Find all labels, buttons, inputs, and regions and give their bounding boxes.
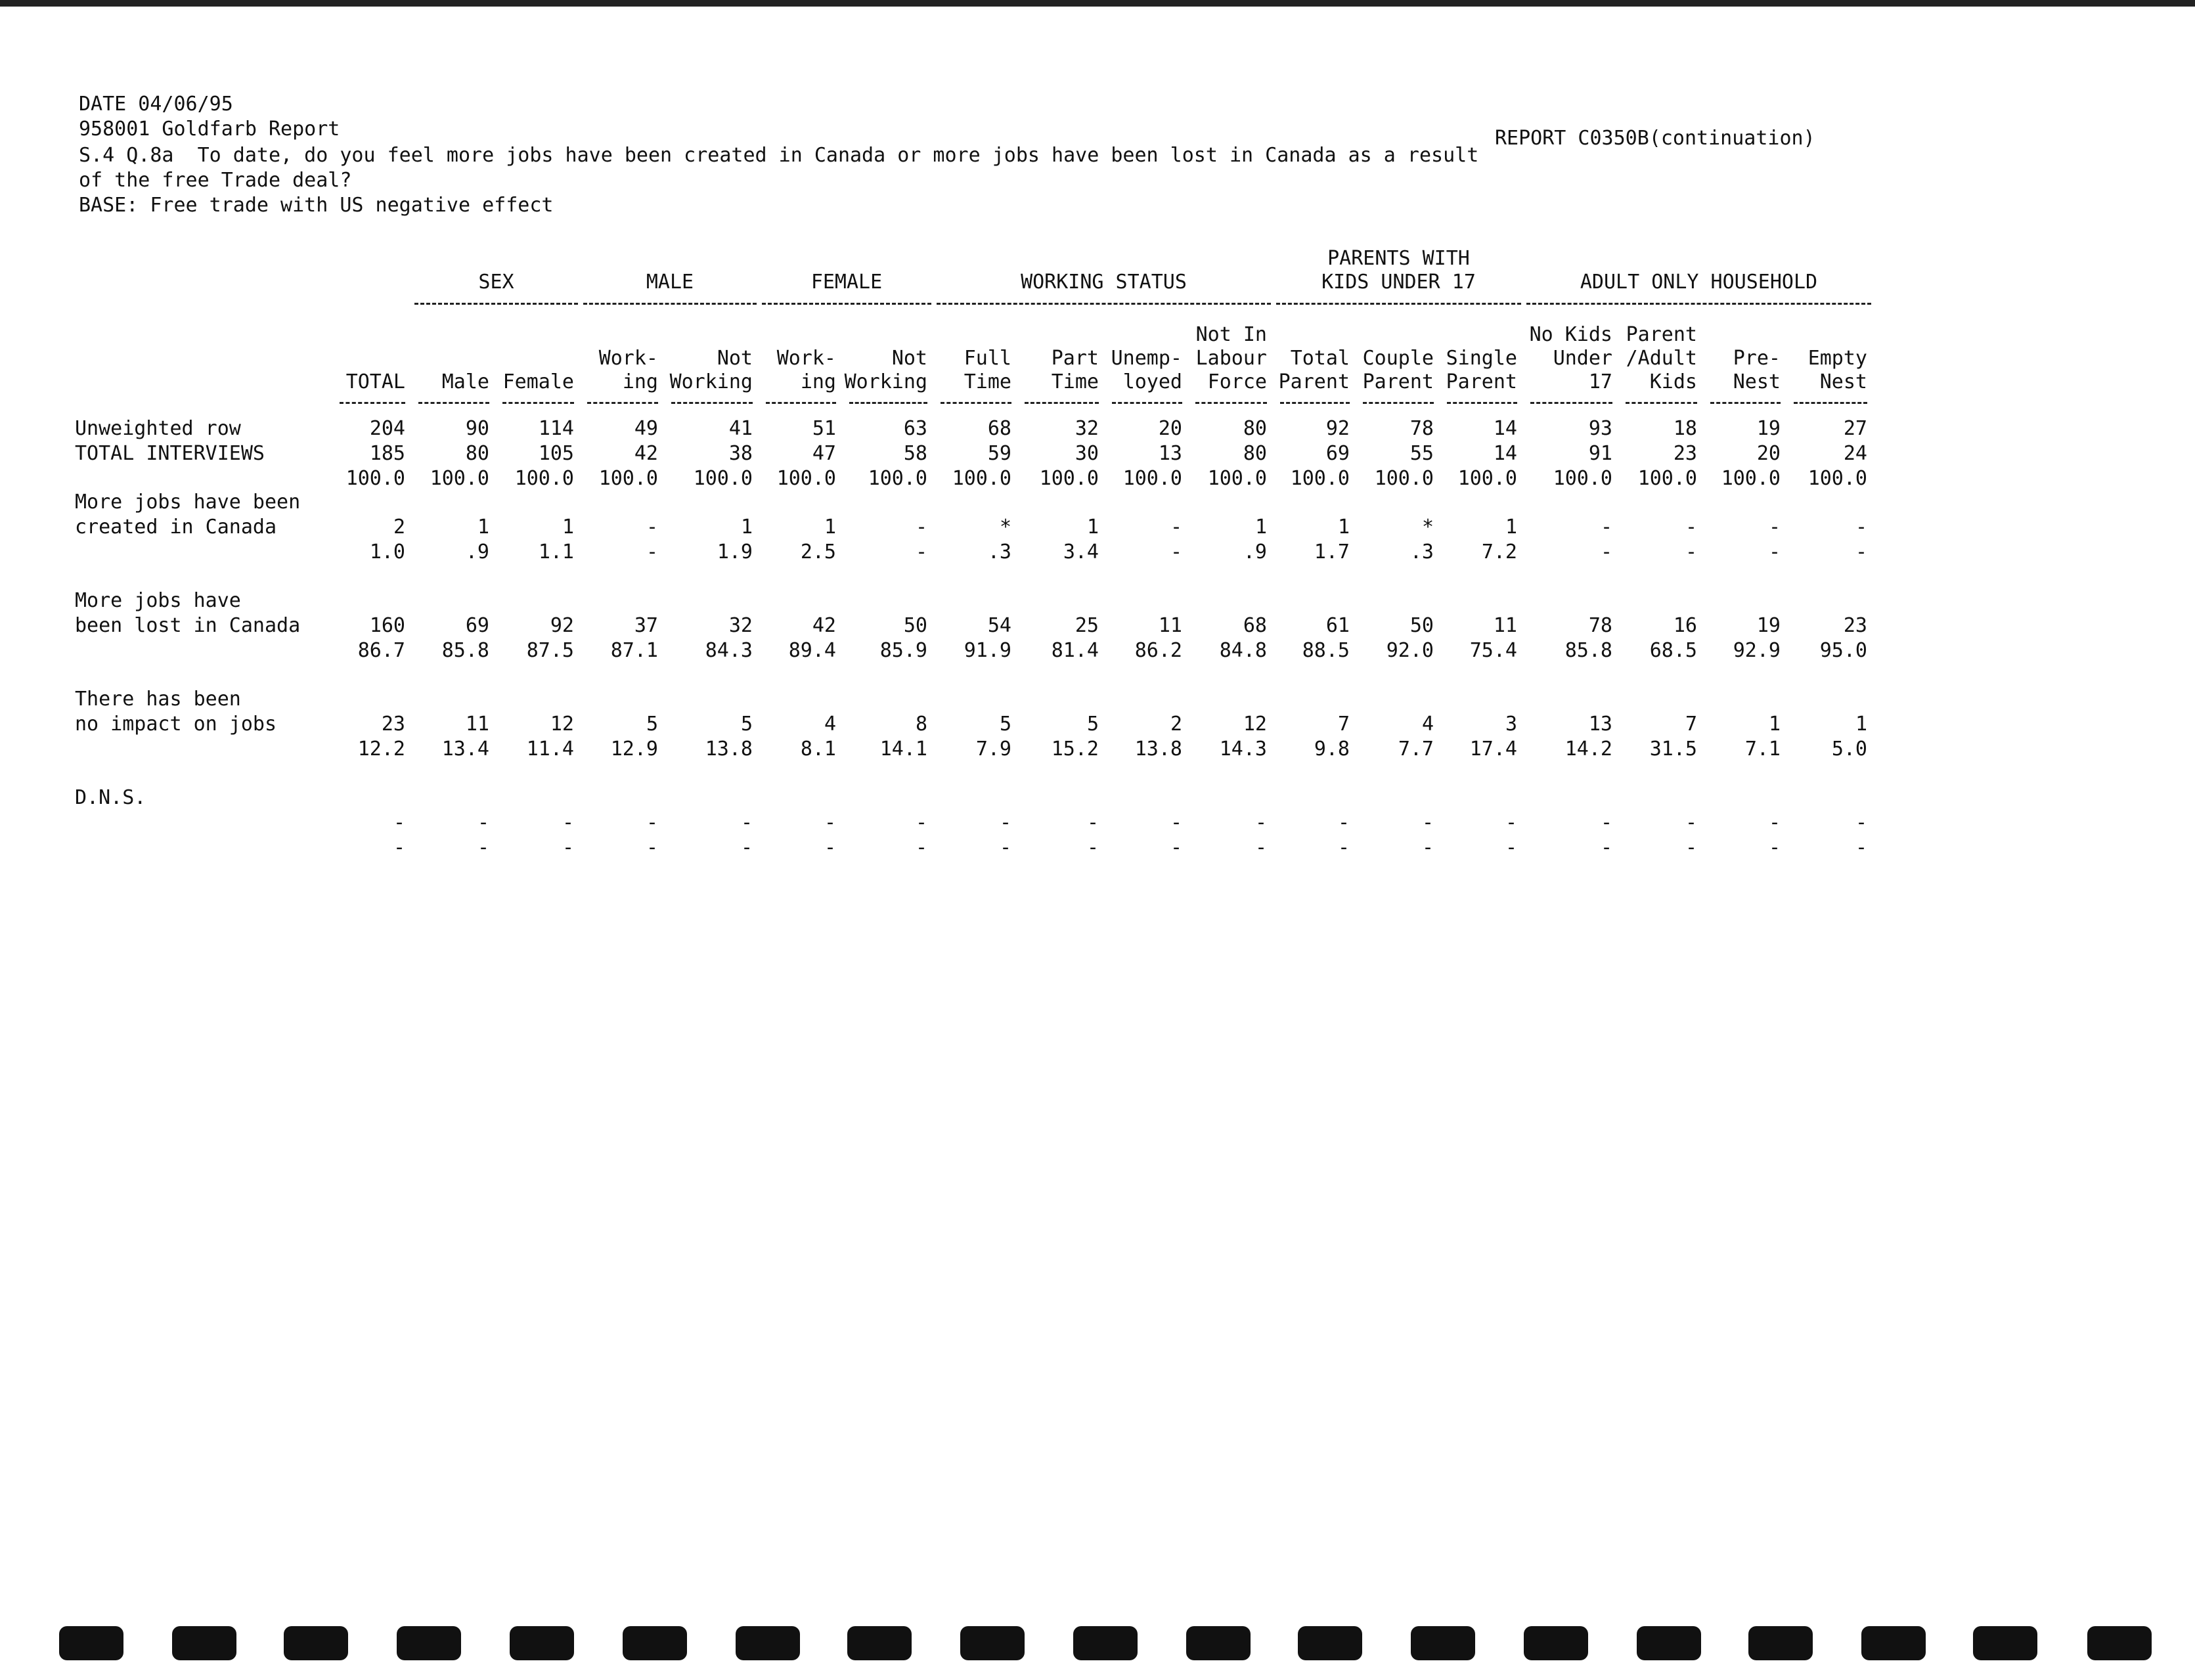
table-cell: 19 xyxy=(1756,417,1781,440)
base-line: BASE: Free trade with US negative effect xyxy=(79,194,554,217)
column-header: Pre- Nest xyxy=(1733,347,1781,393)
table-cell: - xyxy=(999,836,1011,859)
table-cell: 68 xyxy=(987,417,1011,440)
column-header: TOTAL xyxy=(345,370,405,393)
table-cell: 1 xyxy=(562,516,574,539)
table-cell: 100.0 xyxy=(1207,467,1267,490)
table-cell: 90 xyxy=(465,417,489,440)
table-cell: 4 xyxy=(1421,713,1434,736)
column-header: Work- ing xyxy=(598,347,658,393)
column-header: Work- ing xyxy=(776,347,836,393)
table-cell: 50 xyxy=(903,614,927,637)
table-cell: 100.0 xyxy=(1637,467,1697,490)
table-cell: 84.3 xyxy=(705,639,753,662)
column-header: Female xyxy=(502,370,574,393)
table-cell: - xyxy=(1685,541,1697,564)
table-cell: 1.1 xyxy=(538,541,574,564)
table-cell: 92.9 xyxy=(1733,639,1781,662)
column-header: Not Working xyxy=(844,347,927,393)
table-cell: 100.0 xyxy=(1457,467,1517,490)
table-cell: - xyxy=(1421,836,1434,859)
table-cell: 1 xyxy=(824,516,836,539)
table-cell: 81.4 xyxy=(1051,639,1099,662)
column-header: Male xyxy=(441,370,489,393)
table-cell: .9 xyxy=(1243,541,1267,564)
table-cell: 80 xyxy=(1243,442,1267,465)
table-cell: - xyxy=(1855,541,1867,564)
row-label: More jobs have been created in Canada xyxy=(75,491,301,539)
table-cell: 2 xyxy=(1170,713,1182,736)
table-cell: - xyxy=(1600,811,1612,834)
table-cell: - xyxy=(1421,811,1434,834)
table-cell: 16 xyxy=(1673,614,1697,637)
table-cell: 61 xyxy=(1325,614,1350,637)
table-cell: - xyxy=(477,811,489,834)
table-cell: 1 xyxy=(1505,516,1517,539)
table-cell: 14 xyxy=(1493,417,1517,440)
column-header: Part Time xyxy=(1051,347,1099,393)
table-cell: 15.2 xyxy=(1051,738,1099,761)
table-cell: - xyxy=(1600,836,1612,859)
column-rule xyxy=(671,402,753,404)
table-cell: - xyxy=(646,811,658,834)
table-cell: 5 xyxy=(740,713,753,736)
table-cell: 55 xyxy=(1409,442,1434,465)
table-cell: 95.0 xyxy=(1819,639,1867,662)
report-date: DATE 04/06/95 xyxy=(79,93,233,116)
table-cell: 2.5 xyxy=(800,541,836,564)
table-cell: 100.0 xyxy=(345,467,405,490)
row-label: Unweighted row TOTAL INTERVIEWS xyxy=(75,417,265,465)
table-cell: 13 xyxy=(1588,713,1612,736)
table-cell: - xyxy=(562,811,574,834)
table-cell: 8.1 xyxy=(800,738,836,761)
column-rule xyxy=(849,402,927,404)
column-rule xyxy=(502,402,574,404)
column-header: Full Time xyxy=(964,347,1011,393)
table-cell: 100.0 xyxy=(1290,467,1350,490)
table-cell: 100.0 xyxy=(1553,467,1612,490)
table-cell: 92 xyxy=(1325,417,1350,440)
table-cell: 17.4 xyxy=(1469,738,1517,761)
table-cell: 12.9 xyxy=(610,738,658,761)
table-cell: 25 xyxy=(1075,614,1099,637)
table-cell: 84.8 xyxy=(1219,639,1267,662)
table-cell: - xyxy=(1855,516,1867,539)
table-cell: 7.9 xyxy=(975,738,1011,761)
table-cell: 92.0 xyxy=(1386,639,1434,662)
table-cell: 91.9 xyxy=(964,639,1011,662)
table-cell: - xyxy=(915,836,927,859)
table-cell: 30 xyxy=(1075,442,1099,465)
table-cell: 1.0 xyxy=(369,541,405,564)
table-cell: 86.7 xyxy=(357,639,405,662)
table-cell: 75.4 xyxy=(1469,639,1517,662)
table-cell: - xyxy=(1337,836,1350,859)
column-rule xyxy=(1280,402,1350,404)
group-header: ADULT ONLY HOUSEHOLD xyxy=(1526,271,1871,294)
top-border xyxy=(0,0,2195,7)
table-cell: 11 xyxy=(465,713,489,736)
column-rule xyxy=(1626,402,1697,404)
table-cell: 13.4 xyxy=(441,738,489,761)
group-header: PARENTS WITH KIDS UNDER 17 xyxy=(1276,247,1521,294)
table-cell: 1.7 xyxy=(1314,541,1350,564)
table-cell: .3 xyxy=(1409,541,1434,564)
table-cell: 58 xyxy=(903,442,927,465)
table-cell: - xyxy=(1170,516,1182,539)
column-header: No Kids Under 17 xyxy=(1529,323,1612,393)
table-cell: 4 xyxy=(824,713,836,736)
column-rule xyxy=(1530,402,1612,404)
table-cell: 1 xyxy=(1768,713,1781,736)
table-cell: 68.5 xyxy=(1649,639,1697,662)
table-cell: 1 xyxy=(1855,713,1867,736)
table-cell: - xyxy=(1505,811,1517,834)
table-cell: - xyxy=(562,836,574,859)
table-cell: 13 xyxy=(1158,442,1182,465)
table-cell: - xyxy=(1170,811,1182,834)
table-cell: 85.9 xyxy=(879,639,927,662)
column-header: Couple Parent xyxy=(1362,347,1434,393)
column-rule xyxy=(418,402,489,404)
tractor-feed-strip xyxy=(0,1626,2195,1666)
table-cell: 5 xyxy=(1086,713,1099,736)
table-cell: - xyxy=(646,516,658,539)
column-rule xyxy=(1794,402,1867,404)
table-cell: 87.5 xyxy=(526,639,574,662)
table-cell: 185 xyxy=(369,442,405,465)
table-cell: - xyxy=(1768,541,1781,564)
table-cell: - xyxy=(1086,836,1099,859)
table-cell: - xyxy=(646,836,658,859)
table-cell: 14 xyxy=(1493,442,1517,465)
table-cell: 20 xyxy=(1158,417,1182,440)
table-cell: 204 xyxy=(369,417,405,440)
table-cell: 49 xyxy=(634,417,658,440)
table-cell: 13.8 xyxy=(705,738,753,761)
report-name: 958001 Goldfarb Report xyxy=(79,118,340,141)
table-cell: 2 xyxy=(393,516,405,539)
table-cell: - xyxy=(393,836,405,859)
table-cell: - xyxy=(999,811,1011,834)
column-rule xyxy=(1447,402,1517,404)
table-cell: 1 xyxy=(740,516,753,539)
table-cell: 12.2 xyxy=(357,738,405,761)
column-rule xyxy=(1195,402,1267,404)
table-cell: - xyxy=(740,836,753,859)
table-cell: 100.0 xyxy=(1122,467,1182,490)
table-cell: - xyxy=(1170,836,1182,859)
table-cell: 32 xyxy=(1075,417,1099,440)
table-cell: 27 xyxy=(1843,417,1867,440)
table-cell: 54 xyxy=(987,614,1011,637)
table-cell: 23 xyxy=(381,713,405,736)
table-cell: - xyxy=(915,811,927,834)
table-cell: 89.4 xyxy=(788,639,836,662)
table-cell: 100.0 xyxy=(1721,467,1781,490)
table-cell: 31.5 xyxy=(1649,738,1697,761)
table-cell: 42 xyxy=(634,442,658,465)
table-cell: 5.0 xyxy=(1831,738,1867,761)
table-cell: 59 xyxy=(987,442,1011,465)
table-cell: - xyxy=(915,516,927,539)
table-cell: 38 xyxy=(728,442,753,465)
column-rule xyxy=(941,402,1011,404)
table-cell: 100.0 xyxy=(1374,467,1434,490)
row-label: D.N.S. xyxy=(75,786,146,809)
group-header: WORKING STATUS xyxy=(937,271,1271,294)
table-cell: 100.0 xyxy=(598,467,658,490)
table-cell: 5 xyxy=(999,713,1011,736)
table-cell: 63 xyxy=(903,417,927,440)
table-cell: 47 xyxy=(812,442,836,465)
table-cell: - xyxy=(1600,541,1612,564)
table-cell: 100.0 xyxy=(952,467,1011,490)
table-cell: 88.5 xyxy=(1302,639,1350,662)
table-cell: 92 xyxy=(550,614,574,637)
table-cell: 7 xyxy=(1685,713,1697,736)
table-cell: - xyxy=(1768,516,1781,539)
table-cell: 1 xyxy=(1254,516,1267,539)
table-cell: 19 xyxy=(1756,614,1781,637)
table-cell: - xyxy=(477,836,489,859)
table-cell: - xyxy=(740,811,753,834)
column-rule xyxy=(340,402,405,404)
table-cell: 11.4 xyxy=(526,738,574,761)
table-cell: 12 xyxy=(1243,713,1267,736)
table-cell: 68 xyxy=(1243,614,1267,637)
table-cell: 7.1 xyxy=(1744,738,1781,761)
table-cell: 24 xyxy=(1843,442,1867,465)
table-cell: 85.8 xyxy=(441,639,489,662)
table-cell: .9 xyxy=(465,541,489,564)
table-cell: 87.1 xyxy=(610,639,658,662)
table-cell: 3 xyxy=(1505,713,1517,736)
table-cell: - xyxy=(1254,811,1267,834)
table-cell: 1 xyxy=(1337,516,1350,539)
column-header: Not Working xyxy=(669,347,753,393)
column-header: Unemp- loyed xyxy=(1111,347,1182,393)
column-rule xyxy=(766,402,836,404)
column-header: Parent /Adult Kids xyxy=(1626,323,1697,393)
table-cell: - xyxy=(915,541,927,564)
table-cell: 23 xyxy=(1843,614,1867,637)
table-cell: 91 xyxy=(1588,442,1612,465)
table-cell: 20 xyxy=(1756,442,1781,465)
table-cell: 5 xyxy=(646,713,658,736)
table-cell: 42 xyxy=(812,614,836,637)
question-line-1: S.4 Q.8a To date, do you feel more jobs have been created in Canada or more jobs have been lost in Canada as a result xyxy=(79,144,1479,167)
table-cell: - xyxy=(1855,811,1867,834)
table-cell: 1 xyxy=(1086,516,1099,539)
table-cell: 23 xyxy=(1673,442,1697,465)
column-rule xyxy=(587,402,658,404)
table-cell: 78 xyxy=(1588,614,1612,637)
table-cell: 100.0 xyxy=(693,467,753,490)
table-cell: 14.3 xyxy=(1219,738,1267,761)
table-cell: .3 xyxy=(987,541,1011,564)
table-cell: 86.2 xyxy=(1134,639,1182,662)
column-header: Empty Nest xyxy=(1807,347,1867,393)
table-cell: 14.2 xyxy=(1564,738,1612,761)
column-rule xyxy=(1112,402,1182,404)
table-cell: - xyxy=(1685,836,1697,859)
table-cell: 80 xyxy=(465,442,489,465)
column-rule xyxy=(1025,402,1099,404)
column-header: Total Parent xyxy=(1278,347,1350,393)
table-cell: 7.7 xyxy=(1398,738,1434,761)
table-cell: 85.8 xyxy=(1564,639,1612,662)
row-label: More jobs have been lost in Canada xyxy=(75,589,301,637)
table-cell: 32 xyxy=(728,614,753,637)
table-cell: * xyxy=(1421,516,1434,539)
table-cell: 100.0 xyxy=(868,467,927,490)
question-line-2: of the free Trade deal? xyxy=(79,169,352,192)
table-cell: 12 xyxy=(550,713,574,736)
table-cell: 11 xyxy=(1158,614,1182,637)
table-cell: 7.2 xyxy=(1481,541,1517,564)
table-cell: 100.0 xyxy=(1807,467,1867,490)
table-cell: - xyxy=(1685,516,1697,539)
table-cell: - xyxy=(1505,836,1517,859)
table-cell: - xyxy=(1170,541,1182,564)
table-cell: 114 xyxy=(538,417,574,440)
table-cell: 50 xyxy=(1409,614,1434,637)
table-cell: 69 xyxy=(1325,442,1350,465)
table-cell: - xyxy=(824,836,836,859)
table-cell: 78 xyxy=(1409,417,1434,440)
table-cell: 93 xyxy=(1588,417,1612,440)
table-cell: 1 xyxy=(477,516,489,539)
table-cell: 100.0 xyxy=(430,467,489,490)
table-cell: 1.9 xyxy=(717,541,753,564)
column-header: Single Parent xyxy=(1446,347,1517,393)
column-rule xyxy=(1363,402,1434,404)
table-cell: - xyxy=(393,811,405,834)
table-cell: - xyxy=(1685,811,1697,834)
table-cell: 100.0 xyxy=(1039,467,1099,490)
table-cell: - xyxy=(1600,516,1612,539)
table-cell: 9.8 xyxy=(1314,738,1350,761)
group-header: MALE xyxy=(583,271,757,294)
table-cell: 51 xyxy=(812,417,836,440)
table-cell: 69 xyxy=(465,614,489,637)
table-cell: - xyxy=(1254,836,1267,859)
table-cell: 14.1 xyxy=(879,738,927,761)
table-cell: 105 xyxy=(538,442,574,465)
table-cell: 41 xyxy=(728,417,753,440)
table-cell: 80 xyxy=(1243,417,1267,440)
table-cell: 7 xyxy=(1337,713,1350,736)
table-cell: 3.4 xyxy=(1063,541,1099,564)
group-header: FEMALE xyxy=(762,271,931,294)
table-cell: 100.0 xyxy=(514,467,574,490)
column-rule xyxy=(1710,402,1781,404)
table-cell: - xyxy=(1086,811,1099,834)
table-cell: - xyxy=(824,811,836,834)
table-cell: - xyxy=(1337,811,1350,834)
column-header: Not In Labour Force xyxy=(1195,323,1267,393)
table-cell: * xyxy=(999,516,1011,539)
table-cell: 160 xyxy=(369,614,405,637)
table-cell: - xyxy=(1768,836,1781,859)
table-cell: - xyxy=(646,541,658,564)
row-label: There has been no impact on jobs xyxy=(75,688,277,736)
table-cell: 13.8 xyxy=(1134,738,1182,761)
table-cell: 11 xyxy=(1493,614,1517,637)
table-cell: 8 xyxy=(915,713,927,736)
table-cell: 18 xyxy=(1673,417,1697,440)
table-cell: 37 xyxy=(634,614,658,637)
table-cell: - xyxy=(1768,811,1781,834)
report-id: REPORT C0350B(continuation) xyxy=(1495,127,1815,150)
group-header: SEX xyxy=(414,271,578,294)
table-cell: - xyxy=(1855,836,1867,859)
table-cell: 100.0 xyxy=(776,467,836,490)
